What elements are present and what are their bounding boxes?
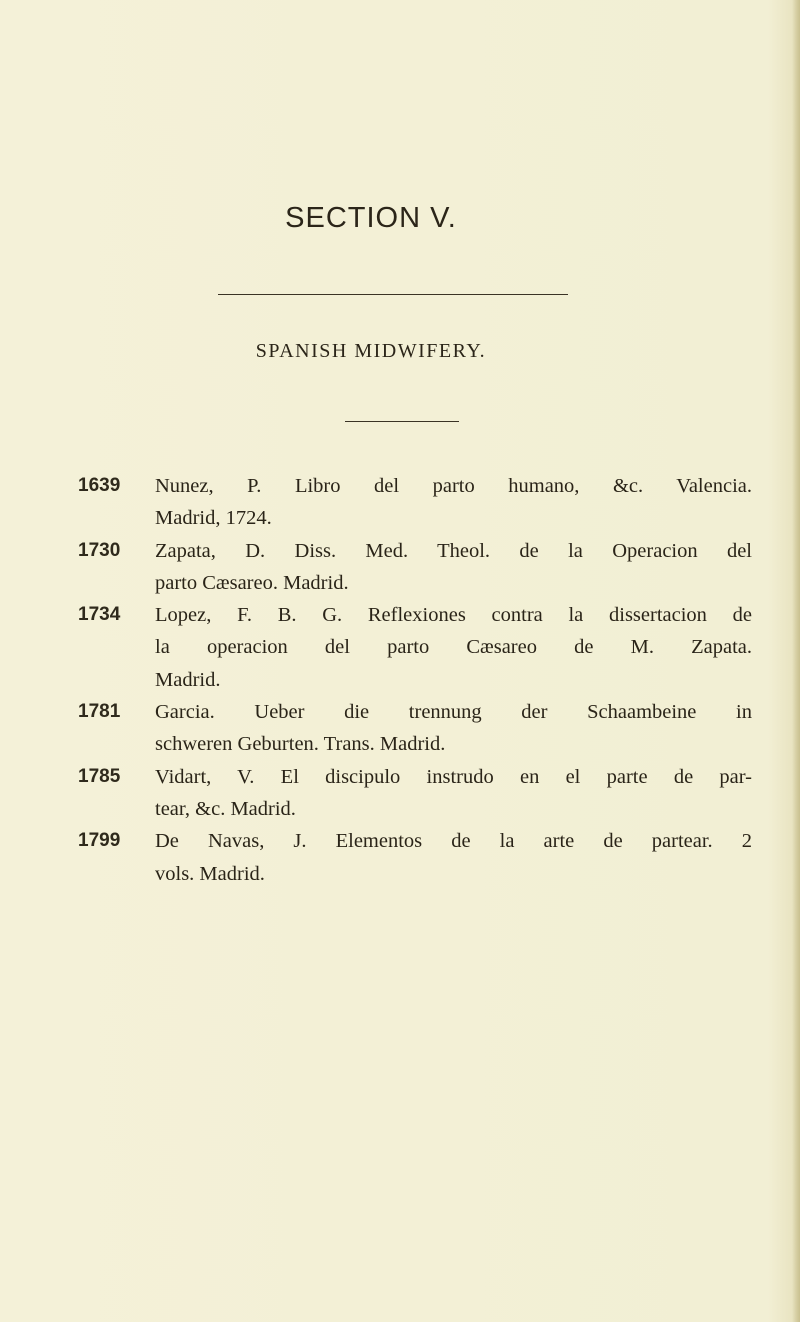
entry-year: 1799 (78, 830, 121, 852)
entry-line: la operacion del parto Cæsareo de M. Zapata. (155, 636, 752, 659)
subtitle-divider (345, 421, 459, 422)
entry-line: Zapata, D. Diss. Med. Theol. de la Operacion del (155, 539, 752, 562)
entry-text (155, 470, 752, 535)
bibliography-entry (0, 761, 800, 826)
entry-text (155, 761, 752, 826)
bibliography-entry (0, 535, 800, 600)
section-subtitle: SPANISH MIDWIFERY. (255, 340, 487, 362)
entry-year: 1639 (78, 475, 121, 496)
bibliography-entry (0, 599, 800, 696)
entry-line: Vidart, V. El discipulo instrudo en el parte de par- (155, 765, 752, 788)
entry-line: Garcia. Ueber die trennung der Schaambeine in (155, 701, 752, 724)
entry-line: Madrid. (155, 668, 221, 691)
entry-year: 1734 (78, 604, 121, 626)
entry-year: 1781 (78, 701, 121, 723)
entry-year: 1730 (78, 539, 121, 561)
entry-line: Nunez, P. Libro del parto humano, &c. Valencia. (155, 475, 752, 497)
entry-line: tear, &c. Madrid. (155, 797, 296, 820)
bibliography-list (0, 470, 800, 890)
bibliography-entry (0, 470, 800, 535)
entry-line: vols. Madrid. (155, 862, 265, 885)
entry-line: parto Cæsareo. Madrid. (155, 571, 349, 594)
entry-line: Lopez, F. B. G. Reflexiones contra la dissertacion de (155, 604, 752, 627)
title-divider (218, 294, 568, 295)
entry-year: 1785 (78, 765, 121, 787)
entry-text (155, 535, 752, 600)
entry-text (155, 599, 752, 696)
entry-line: Madrid, 1724. (155, 507, 272, 530)
section-title: SECTION V. (285, 202, 457, 234)
bibliography-entry (0, 696, 800, 761)
bibliography-entry (0, 825, 800, 890)
entry-text (155, 696, 752, 761)
entry-text (155, 825, 752, 890)
entry-line: De Navas, J. Elementos de la arte de partear. 2 (155, 830, 752, 853)
entry-line: schweren Geburten. Trans. Madrid. (155, 733, 446, 756)
